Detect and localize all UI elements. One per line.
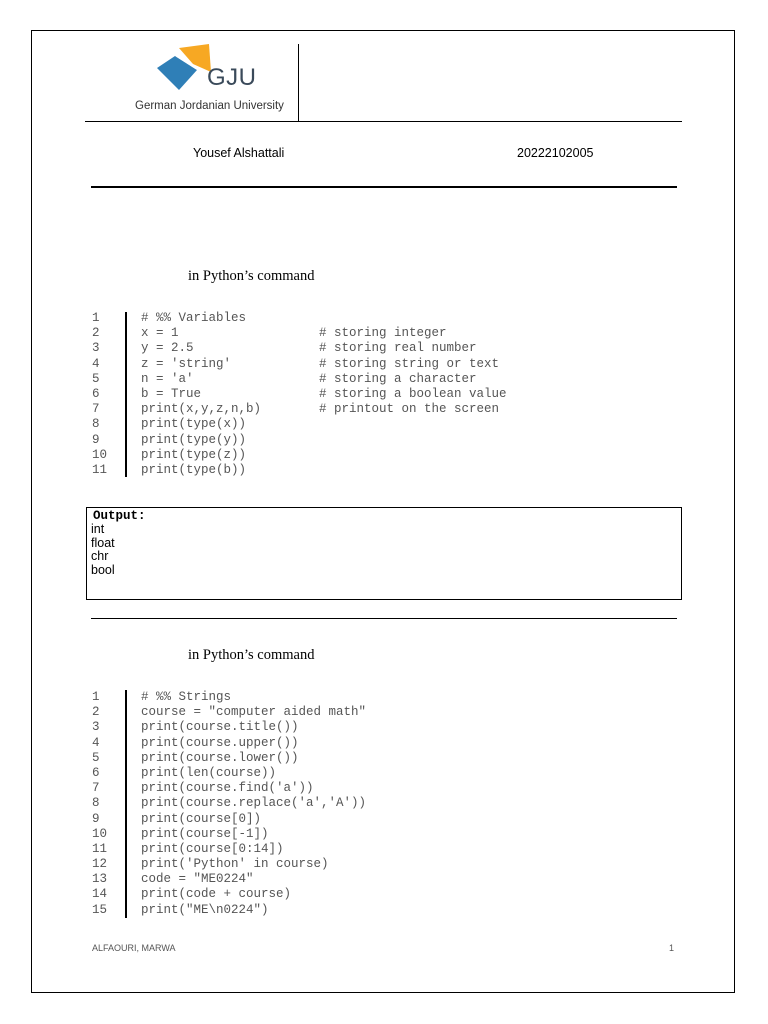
code-line [92,463,507,478]
code-text: print(type(z)) [141,447,247,462]
gju-logo-icon [155,42,215,97]
line-number: 13 [92,872,108,887]
line-number: 10 [92,826,108,841]
line-number: 4 [92,735,100,750]
code-line [92,326,507,341]
line-number: 1 [92,690,100,704]
code-line [92,887,366,902]
output-line: bool [91,562,115,577]
code-text: print(code + course) [141,887,292,902]
code-text: print(course.title()) [141,720,299,735]
logo-text: GJU [207,64,257,91]
code-text: n = 'a' [141,371,194,386]
code-text: b = True [141,386,202,401]
line-number: 2 [92,705,100,720]
line-number: 8 [92,417,100,432]
line-number: 3 [92,341,100,356]
code-line [92,341,507,356]
code-text: # %% Strings [141,690,232,704]
code-line [92,842,366,857]
code-text: code = "ME0224" [141,872,254,887]
line-number: 1 [92,311,100,325]
code-line [92,812,366,827]
code-text: print(type(x)) [141,417,247,432]
student-id: 20222102005 [517,146,594,160]
output-line: chr [91,549,109,563]
code-text: z = 'string' [141,356,232,371]
line-number: 8 [92,796,100,811]
code-line [92,736,366,751]
section-rule-2 [91,618,677,619]
line-number: 14 [92,887,108,902]
line-number: 12 [92,857,108,872]
code-text: # %% Variables [141,311,247,325]
code-line [92,781,366,796]
line-number: 15 [92,902,108,917]
code-line [92,433,507,448]
code-text: print(course.lower()) [141,750,299,765]
gju-logo [135,42,285,117]
code-text: print(type(b)) [141,462,247,477]
line-number: 7 [92,781,100,796]
code-comment: # storing integer [319,326,447,341]
code-text: print(course[0:14]) [141,841,284,856]
line-number: 5 [92,750,100,765]
code-line [92,448,507,463]
code-text: x = 1 [141,326,179,341]
line-number: 11 [92,462,108,477]
line-number: 11 [92,841,108,856]
line-number: 9 [92,811,100,826]
header-rule [85,121,682,122]
code-line [92,766,366,781]
line-number: 6 [92,386,100,401]
code-line [92,720,366,735]
code-line [92,903,366,918]
section-rule-1 [91,186,677,188]
code-line [92,827,366,842]
code-text: print(course[-1]) [141,826,269,841]
output-line: float [91,535,115,550]
student-name: Yousef Alshattali [193,146,285,160]
header-divider-vertical [298,44,299,121]
output-label: Output: [93,509,146,523]
line-number: 2 [92,326,100,341]
line-number: 3 [92,720,100,735]
code-text: print(course[0]) [141,811,262,826]
footer-author: ALFAOURI, MARWA [92,943,176,953]
code-line [92,357,507,372]
code-line [92,690,366,705]
line-number: 5 [92,371,100,386]
line-number: 10 [92,447,108,462]
code-text: print(x,y,z,n,b) [141,402,262,417]
code-block-2 [92,690,366,918]
code-comment: # storing a boolean value [319,386,507,401]
code-line [92,402,507,417]
code-comment: # storing real number [319,341,477,356]
code-comment: # storing string or text [319,356,500,371]
section2-heading: in Python’s command [188,647,315,663]
code-comment: # printout on the screen [319,402,500,417]
code-comment: # storing a character [319,371,477,386]
code-block-1 [92,311,507,478]
code-line [92,705,366,720]
section1-heading: in Python’s command [188,268,315,284]
code-text: print('Python' in course) [141,857,329,872]
code-text: print(course.upper()) [141,735,299,750]
footer-page-number: 1 [669,943,675,953]
line-number: 6 [92,765,100,780]
code-text: print("ME\n0224") [141,902,269,917]
line-number: 9 [92,432,100,447]
code-text: print(len(course)) [141,765,277,780]
code-text: print(type(y)) [141,432,247,447]
line-number: 4 [92,356,100,371]
output-line: int [91,522,105,536]
code-text: print(course.find('a')) [141,781,314,796]
code-line [92,857,366,872]
code-text: y = 2.5 [141,341,194,356]
code-line [92,872,366,887]
code-text: print(course.replace('a','A')) [141,796,367,811]
code-text: course = "computer aided math" [141,705,367,720]
code-line [92,417,507,432]
code-line [92,372,507,387]
code-line [92,387,507,402]
output-box [86,507,682,600]
code-line [92,311,507,326]
code-line [92,796,366,811]
code-line [92,751,366,766]
university-name: German Jordanian University [135,100,284,112]
line-number: 7 [92,402,100,417]
